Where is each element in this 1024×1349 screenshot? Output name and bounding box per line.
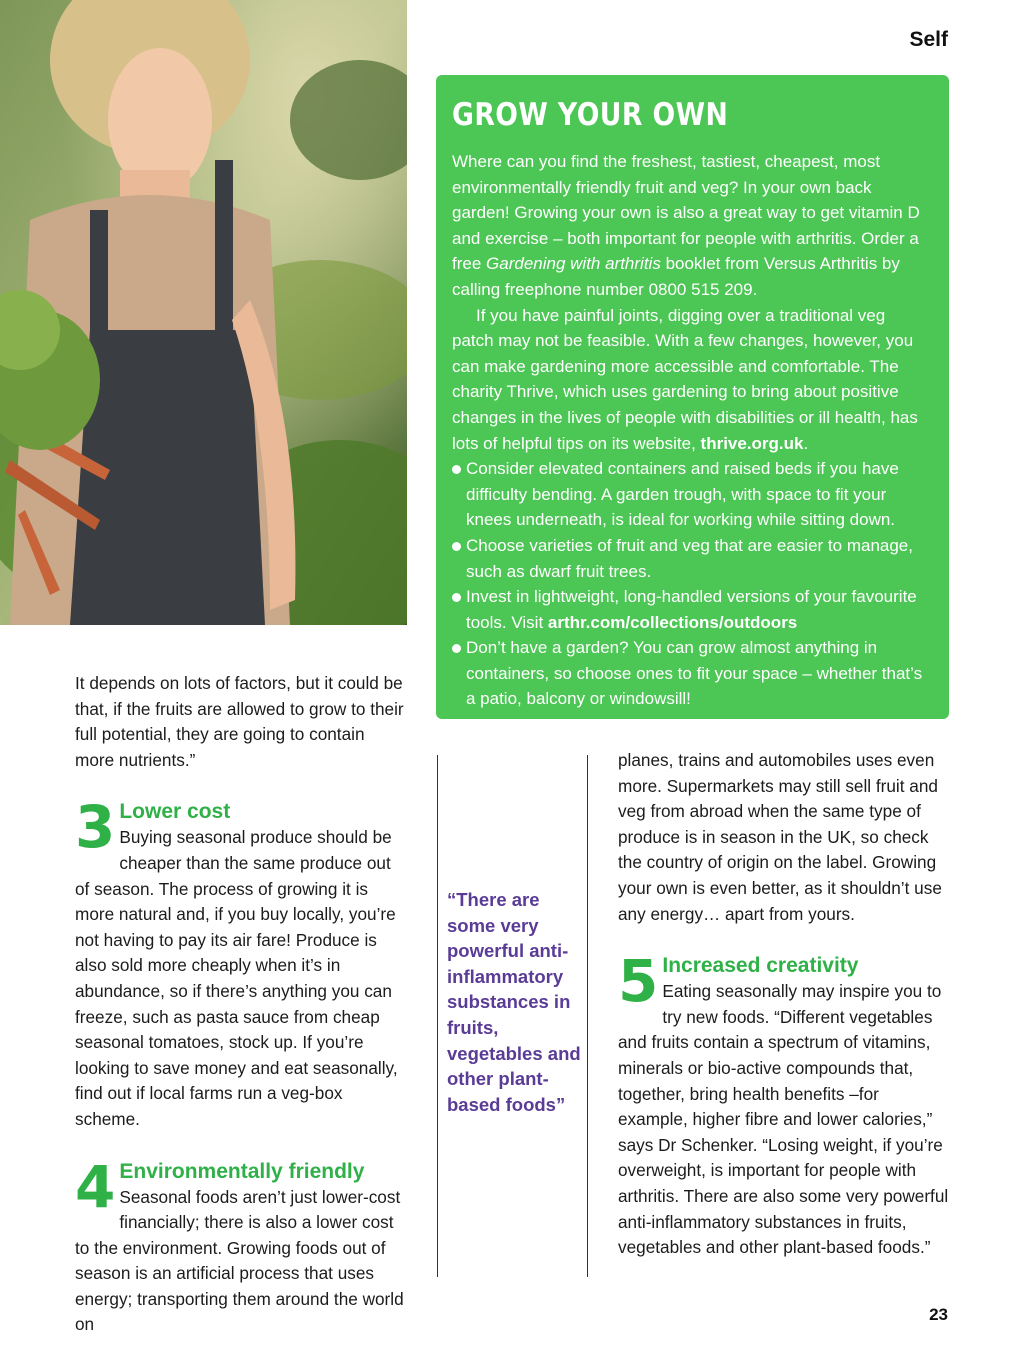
grow-your-own-box (436, 75, 949, 719)
section-lower-cost (75, 793, 407, 1132)
section-number: 5 (618, 947, 657, 1016)
section-increased-creativity (618, 947, 949, 1261)
tips-list (452, 456, 931, 712)
tip-text: Don’t have a garden? You can grow almost anything in containers, so choose ones to fit your space – whether that’s a patio, balcony or windowsill! (466, 638, 923, 709)
tip-text: Choose varieties of fruit and veg that are easier to manage, such as dwarf fruit trees. (466, 535, 913, 581)
bullet-icon (452, 542, 461, 551)
woman-harvesting-vegetables-photo (0, 0, 407, 625)
section-heading: Lower cost (119, 800, 231, 824)
box-paragraph-2-end: . (803, 433, 809, 453)
thrive-link[interactable]: thrive.org.uk (700, 433, 804, 453)
intro-paragraph: It depends on lots of factors, but it could be that, if the fruits are allowed to grow to their full potential, they are going to contain more nutrients.” (75, 673, 404, 770)
section-number: 3 (75, 793, 114, 862)
section-body: Seasonal foods aren’t just lower-cost financially; there is also a lower cost to the environment. Growing foods out of season is an artificial process that uses energy; transporting them around the world on (75, 1186, 404, 1335)
left-column (75, 671, 407, 1338)
box-paragraph-1-text: Where can you find the freshest, tastiest, cheapest, most environmentally friendly fruit and veg? In your own back garden! Growing your own is also a great way to get vitamin D and exercise – both important for people with arthritis. Order a free (452, 152, 920, 274)
section-label: Self (909, 28, 948, 51)
page-number: 23 (929, 1305, 948, 1324)
box-paragraph-1 (452, 149, 931, 303)
outdoors-link[interactable]: arthr.com/collections/outdoors (547, 612, 798, 632)
continuation-paragraph: planes, trains and automobiles uses even more. Supermarkets may still sell fruit and veg from abroad when the same type of produce is in season in the UK, so check the country of origin on the label. Growing your own is even better, as it shouldn’t use any energy… apart from yours. (618, 750, 942, 924)
section-body: Buying seasonal produce should be cheaper than the same produce out of season. The process of growing it is more natural and, if you buy locally, you’re not having to pay its air fare! Produce is also sold more cheaply when it’s in abundance, so if there’s anything you can freeze, such as pasta sauce from cheap seasonal tomatoes, stock up. If you’re looking to save money and eat seasonally, find out if local farms run a veg-box scheme. (75, 827, 398, 1129)
pull-quote-right-rule (587, 755, 588, 1277)
right-column (618, 748, 949, 1261)
tip-text: Consider elevated containers and raised beds if you have difficulty bending. A garden trough, with space to fit your knees underneath, is ideal for working while sitting down. (466, 459, 899, 530)
bullet-icon (452, 644, 461, 653)
tip-item (452, 533, 931, 584)
section-heading: Increased creativity (662, 954, 859, 978)
bullet-icon (452, 465, 461, 474)
box-paragraph-1-end: booklet from Versus Arthritis by calling freephone number 0800 515 209. (452, 254, 900, 299)
pull-quote-left-rule (437, 755, 438, 1277)
tip-item (452, 584, 931, 635)
bullet-icon (452, 593, 461, 602)
section-heading: Environmentally friendly (119, 1159, 365, 1183)
section-number: 4 (75, 1152, 114, 1221)
section-environmentally-friendly (75, 1152, 407, 1339)
pull-quote: “There are some very powerful anti-inflammatory substances in fruits, vegetables and other plant-based foods” (447, 889, 581, 1115)
box-title: GROW YOUR OWN (452, 97, 729, 133)
tip-item (452, 635, 931, 712)
section-body: Eating seasonally may inspire you to try new foods. “Different vegetables and fruits contain a spectrum of vitamins, minerals or bio-active compounds that, together, bring health benefits –for example, higher fibre and lower calories,” says Dr Schenker. “Losing weight, if you’re overweight, is important for people with arthritis. There are also some very powerful anti-inflammatory substances in fruits, vegetables and other plant-based foods.” (618, 981, 949, 1258)
booklet-title: Gardening with arthritis (486, 254, 661, 274)
tip-text: Invest in lightweight, long-handled versions of your favourite tools. Visit (466, 587, 917, 632)
box-paragraph-2 (452, 303, 931, 457)
box-paragraph-2-text: If you have painful joints, digging over a traditional veg patch may not be feasible. With a few changes, however, you can make gardening more accessible and comfortable. The charity Thrive, which uses gardening to bring about positive changes in the lives of people with disabilities or ill health, has lots of helpful tips on its website, (452, 305, 918, 453)
tip-item (452, 456, 931, 533)
